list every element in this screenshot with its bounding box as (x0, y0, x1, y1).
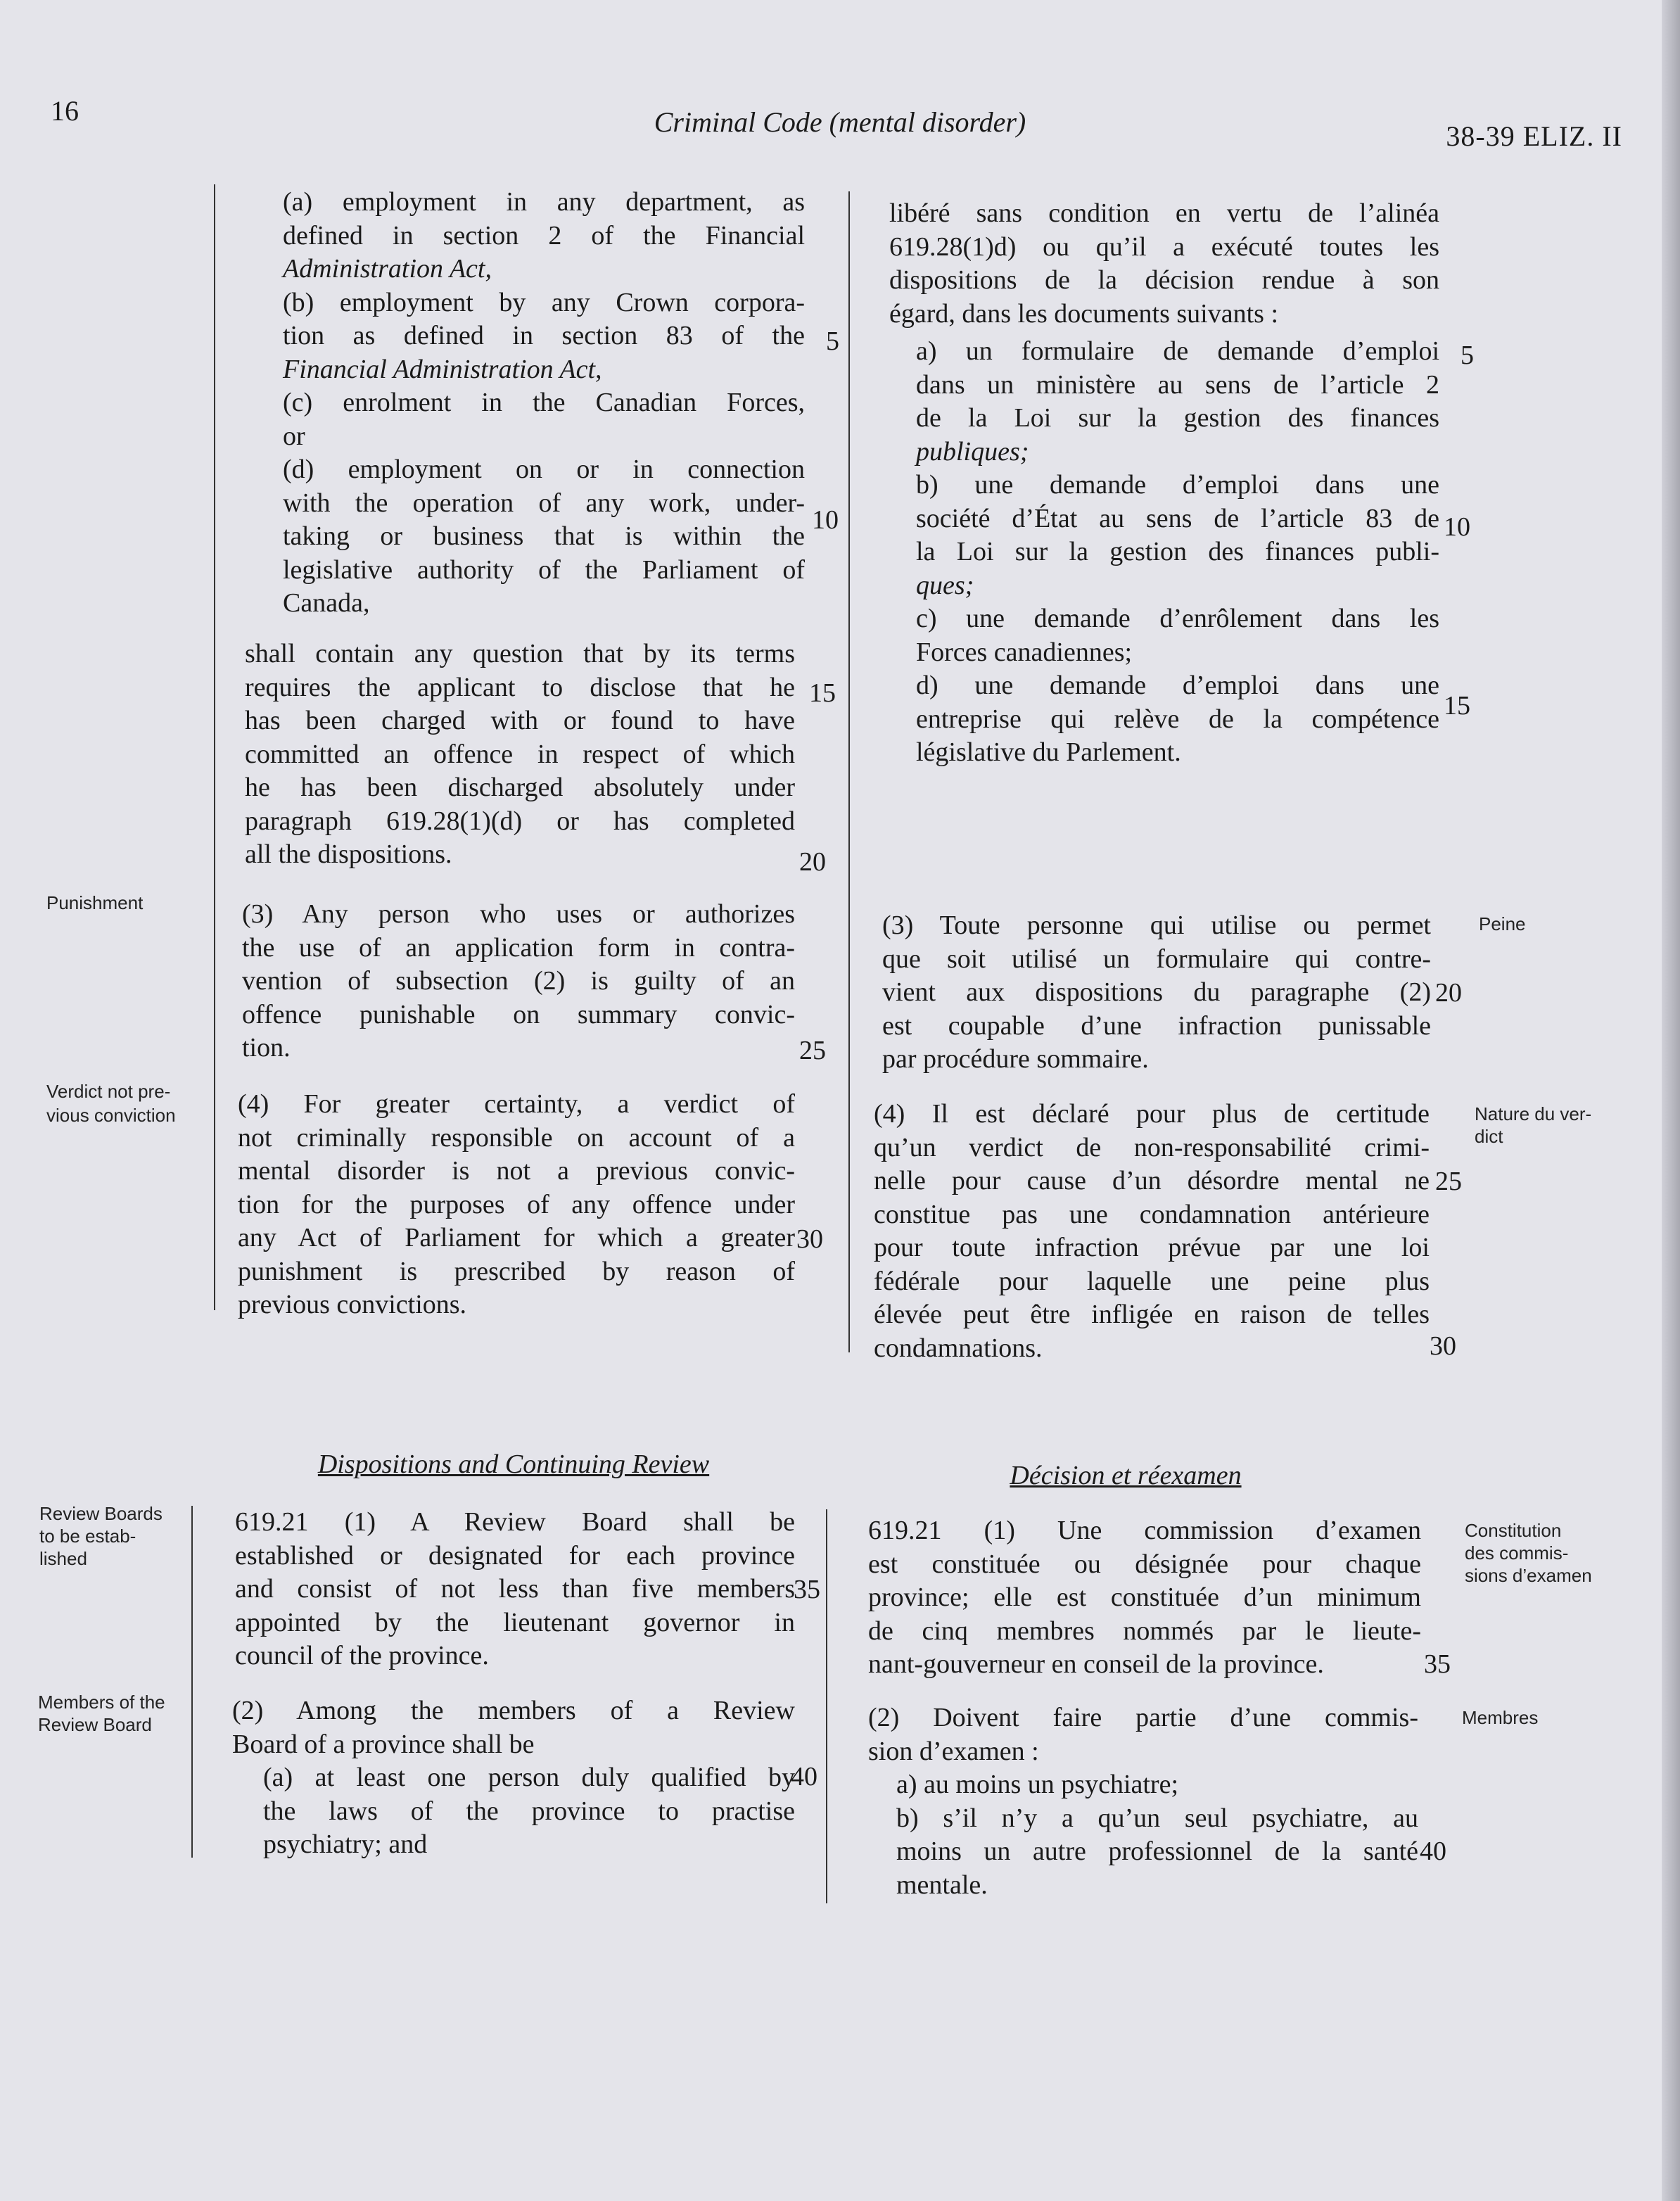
french-section-619-21-1 (868, 1514, 1421, 1682)
text-line: libéré sans condition en vertu de l’alinéa (889, 198, 1439, 228)
text-line: entreprise qui relève de la compétence (916, 704, 1439, 734)
text-line: moins un autre professionnel de la santé (896, 1837, 1418, 1866)
margin-note-verdict-2: vious conviction (46, 1105, 176, 1126)
text-line: élevée peut être infligée en raison de telles (874, 1300, 1430, 1329)
text-line: a) au moins un psychiatre; (896, 1770, 1179, 1799)
text-line: defined in section 2 of the Financial (283, 220, 805, 250)
line-number: 40 (791, 1762, 817, 1791)
english-subsection-4 (238, 1088, 795, 1322)
text-line: Financial Administration Act, (283, 354, 602, 384)
text-line: est constituée ou désignée pour chaque (868, 1549, 1421, 1579)
text-line: est coupable d’une infraction punissable (882, 1010, 1431, 1041)
text-line: par procédure sommaire. (882, 1044, 1149, 1074)
text-line: the use of an application form in contra- (242, 932, 795, 963)
line-number: 35 (1424, 1649, 1451, 1679)
text-line: qu’un verdict de non-responsabilité crimi- (874, 1132, 1430, 1162)
english-section-619-21-2 (232, 1694, 795, 1862)
page-title: Criminal Code (mental disorder) (654, 106, 1026, 138)
text-line: (2) Among the members of a Review (232, 1696, 795, 1725)
french-section-619-21-2 (868, 1701, 1418, 1902)
text-line: d) une demande d’emploi dans une (916, 671, 1439, 700)
text-line: legislative authority of the Parliament of (283, 554, 805, 585)
text-line: (a) employment in any department, as (283, 187, 805, 217)
text-line: constitue pas une condamnation antérieure (874, 1199, 1430, 1229)
text-line: condamnations. (874, 1333, 1043, 1363)
english-subsection-3 (242, 898, 795, 1065)
text-line: taking or business that is within the (283, 521, 805, 551)
text-line: previous convictions. (238, 1290, 467, 1319)
text-line: (3) Toute personne qui utilise ou permet (882, 911, 1431, 940)
text-line: psychiatry; and (263, 1829, 428, 1859)
column-rule-center-bottom (826, 1509, 827, 1903)
text-line: (4) Il est déclaré pour plus de certitude (874, 1099, 1430, 1129)
line-number: 30 (1430, 1331, 1456, 1361)
text-line: committed an offence in respect of which (245, 739, 795, 769)
text-line: pour toute infraction prévue par une loi (874, 1233, 1430, 1262)
text-line: législative du Parlement. (916, 737, 1181, 767)
column-rule-left-top (214, 184, 215, 1310)
text-line: (b) employment by any Crown corpora- (283, 287, 805, 317)
line-number: 30 (796, 1224, 823, 1254)
line-number: 15 (809, 678, 836, 708)
text-line: 619.28(1)d) ou qu’il a exécuté toutes les (889, 231, 1439, 262)
text-line: with the operation of any work, under- (283, 488, 805, 518)
text-line: Board of a province shall be (232, 1729, 535, 1759)
text-line: société d’État au sens de l’article 83 de (916, 503, 1439, 533)
text-line: (c) enrolment in the Canadian Forces, (283, 388, 805, 417)
text-line: or (283, 421, 305, 451)
line-number: 20 (1435, 978, 1462, 1008)
margin-note-members-1: Members of the (38, 1692, 165, 1713)
margin-note-constitution-1: Constitution (1465, 1520, 1562, 1541)
text-line: shall contain any question that by its terms (245, 639, 795, 668)
text-line: Administration Act, (283, 254, 492, 284)
text-line: (3) Any person who uses or authorizes (242, 899, 795, 929)
text-line: tion as defined in section 83 of the (283, 321, 805, 350)
text-line: égard, dans les documents suivants : (889, 298, 1279, 329)
margin-note-review-boards-3: lished (39, 1548, 87, 1569)
text-line: la Loi sur la gestion des finances publi- (916, 537, 1439, 566)
text-line: mental disorder is not a previous convic- (238, 1156, 795, 1186)
line-number: 40 (1420, 1837, 1446, 1866)
text-line: the laws of the province to practise (263, 1796, 795, 1826)
text-line: de cinq membres nommés par le lieute- (868, 1616, 1421, 1646)
text-line: publiques; (916, 436, 1029, 467)
text-line: Forces canadiennes; (916, 637, 1133, 667)
text-line: any Act of Parliament for which a greater (238, 1223, 795, 1252)
text-line: (2) Doivent faire partie d’une commis- (868, 1703, 1418, 1732)
text-line: tion for the purposes of any offence under (238, 1189, 795, 1219)
text-line: 619.21 (1) Une commission d’examen (868, 1516, 1421, 1545)
text-line: (a) at least one person duly qualified by (263, 1763, 795, 1792)
margin-note-constitution-3: sions d’examen (1465, 1565, 1592, 1586)
text-line: vention of subsection (2) is guilty of an (242, 966, 795, 996)
margin-note-review-boards-2: to be estab- (39, 1526, 136, 1547)
margin-note-punishment: Punishment (46, 892, 144, 913)
text-line: 619.21 (1) A Review Board shall be (235, 1507, 795, 1537)
margin-note-membres: Membres (1462, 1707, 1539, 1728)
text-line: he has been discharged absolutely under (245, 773, 795, 802)
text-line: a) un formulaire de demande d’emploi (916, 336, 1439, 366)
english-section-heading: Dispositions and Continuing Review (317, 1450, 710, 1479)
margin-note-review-boards-1: Review Boards (39, 1503, 163, 1524)
text-line: appointed by the lieutenant governor in (235, 1607, 795, 1637)
french-section-heading: Décision et réexamen (1010, 1461, 1242, 1490)
margin-note-constitution-2: des commis- (1465, 1542, 1569, 1563)
french-intro (889, 197, 1439, 331)
text-line: b) une demande d’emploi dans une (916, 470, 1439, 500)
french-subsection-4 (874, 1098, 1430, 1365)
text-line: all the dispositions. (245, 839, 452, 869)
text-line: dispositions de la décision rendue à son (889, 265, 1439, 295)
text-line: mentale. (896, 1870, 988, 1900)
text-line: c) une demande d’enrôlement dans les (916, 604, 1439, 633)
text-line: established or designated for each province (235, 1540, 795, 1571)
text-line: paragraph 619.28(1)(d) or has completed (245, 806, 795, 836)
margin-note-peine: Peine (1479, 913, 1526, 934)
regnal-year: 38-39 ELIZ. II (1446, 120, 1622, 152)
text-line: (d) employment on or in connection (283, 455, 805, 484)
text-line: nelle pour cause d’un désordre mental ne (874, 1166, 1430, 1195)
text-line: tion. (242, 1033, 291, 1063)
text-line: nant-gouverneur en conseil de la province. (868, 1649, 1324, 1679)
text-line: Canada, (283, 588, 370, 618)
french-items-a-d (916, 335, 1439, 770)
text-line: has been charged with or found to have (245, 706, 795, 735)
margin-note-verdict-1: Verdict not pre- (46, 1081, 171, 1102)
line-number: 15 (1444, 691, 1470, 721)
french-subsection-3 (882, 909, 1431, 1077)
text-line: punishment is prescribed by reason of (238, 1256, 795, 1286)
line-number: 10 (1444, 512, 1470, 542)
line-number: 5 (1461, 341, 1474, 370)
text-line: offence punishable on summary convic- (242, 999, 795, 1029)
page-number: 16 (51, 95, 79, 127)
text-line: council of the province. (235, 1641, 489, 1670)
text-line: ques; (916, 570, 974, 600)
text-line: dans un ministère au sens de l’article 2 (916, 369, 1439, 400)
page-edge-shadow (1662, 0, 1680, 2201)
text-line: fédérale pour laquelle une peine plus (874, 1266, 1430, 1296)
english-section-619-21-1 (235, 1506, 795, 1673)
margin-note-nature-1: Nature du ver- (1475, 1103, 1592, 1124)
text-line: sion d’examen : (868, 1736, 1039, 1766)
line-number: 5 (826, 326, 839, 356)
column-rule-left-bottom (191, 1506, 193, 1858)
line-number: 20 (799, 847, 826, 877)
text-line: vient aux dispositions du paragraphe (2) (882, 977, 1431, 1007)
english-closing (245, 638, 795, 872)
line-number: 25 (799, 1036, 826, 1065)
text-line: de la Loi sur la gestion des finances (916, 403, 1439, 433)
text-line: que soit utilisé un formulaire qui contre- (882, 944, 1431, 974)
line-number: 35 (794, 1575, 820, 1604)
text-line: (4) For greater certainty, a verdict of (238, 1089, 795, 1119)
margin-note-nature-2: dict (1475, 1126, 1503, 1147)
text-line: province; elle est constituée d’un minimum (868, 1582, 1421, 1612)
line-number: 25 (1435, 1167, 1462, 1196)
column-rule-center-top (848, 191, 850, 1352)
text-line: not criminally responsible on account of a (238, 1122, 795, 1153)
text-line: b) s’il n’y a qu’un seul psychiatre, au (896, 1803, 1418, 1833)
text-line: and consist of not less than five members (235, 1574, 795, 1604)
margin-note-members-2: Review Board (38, 1714, 152, 1735)
english-items-a-d (283, 186, 805, 621)
line-number: 10 (812, 505, 839, 535)
text-line: requires the applicant to disclose that he (245, 672, 795, 702)
